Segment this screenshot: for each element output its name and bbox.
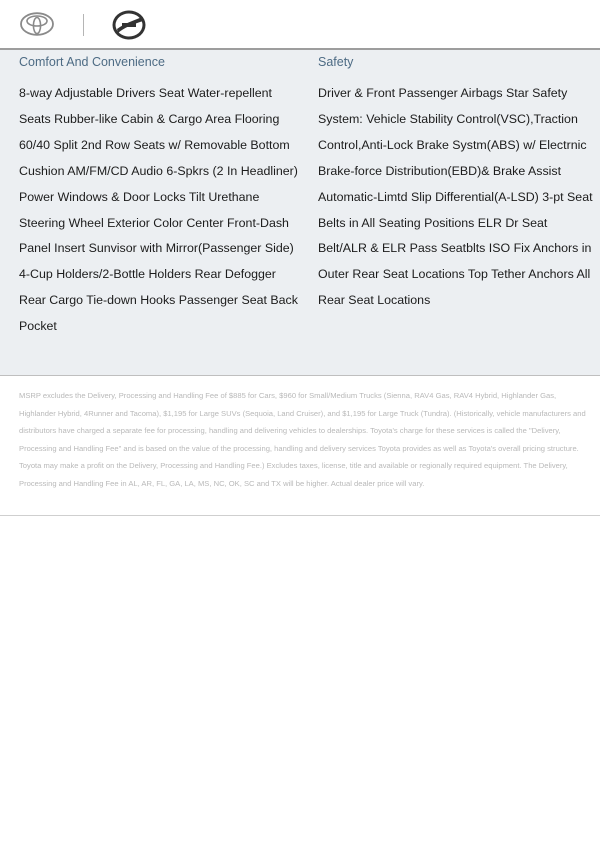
disclaimer-rule xyxy=(0,515,600,516)
comfort-features-text: 8-way Adjustable Drivers Seat Water-repellent Seats Rubber-like Cabin & Cargo Area Flooring 60/40 Split 2nd Row Seats w/ Removable Bottom Cushion AM/FM/CD Audio 6-Spkrs (2 In Headliner) Power Windows & Door Locks Tilt Urethane Steering Wheel Exterior Color Center Front-Dash Panel Insert Sunvisor with Mirror(Passenger Side) 4-Cup Holders/2-Bottle Holders Rear Defogger Rear Cargo Tie-down Hooks Passenger Seat Back Pocket xyxy=(19,86,298,334)
header-divider xyxy=(83,14,84,36)
safety-column xyxy=(318,54,594,314)
safety-features-text: Driver & Front Passenger Airbags Star Safety System: Vehicle Stability Control(VSC),Traction Control,Anti-Lock Brake Systm(ABS) w/ Electrnic Brake-force Distribution(EBD)& Brake Assist Automatic-Limtd Slip Differential(A-LSD) 3-pt Seat Belts in All Seating Positions ELR Dr Seat Belt/ALR & ELR Pass Seatblts ISO Fix Anchors in Outer Rear Seat Locations Top Tether Anchors All Rear Seat Locations xyxy=(318,86,593,308)
header xyxy=(0,0,600,48)
safety-heading: Safety xyxy=(318,55,354,69)
features-bottom-rule xyxy=(0,375,600,376)
features-panel xyxy=(0,50,600,375)
comfort-heading: Comfort And Convenience xyxy=(19,55,165,69)
toyota-logo-icon xyxy=(20,12,54,36)
scion-logo-icon xyxy=(111,9,147,41)
msrp-disclaimer: MSRP excludes the Delivery, Processing and Handling Fee of $885 for Cars, $960 for Small/Medium Trucks (Sienna, RAV4 Gas, RAV4 Hybrid, Highlander Gas, Highlander Hybrid, 4Runner and Tacoma), $1,195 for Large SUVs (Sequoia, Land Cruiser), and $1,195 for Large Truck (Tundra). (Historically, vehicle manufacturers and distributors have charged a separate fee for processing, handling and delivering vehicles to dealerships. Toyota's charge for these services is called the "Delivery, Processing and Handling Fee" and is based on the value of the processing, handling and delivery services Toyota provides as well as Toyota's overall pricing structure. Toyota may make a profit on the Delivery, Processing and Handling Fee.) Excludes taxes, license, title and available or regionally required equipment. The Delivery, Processing and Handling Fee in AL, AR, FL, GA, LA, MS, NC, OK, SC and TX will be higher. Actual dealer price will vary. xyxy=(19,391,586,488)
comfort-column xyxy=(19,54,299,340)
